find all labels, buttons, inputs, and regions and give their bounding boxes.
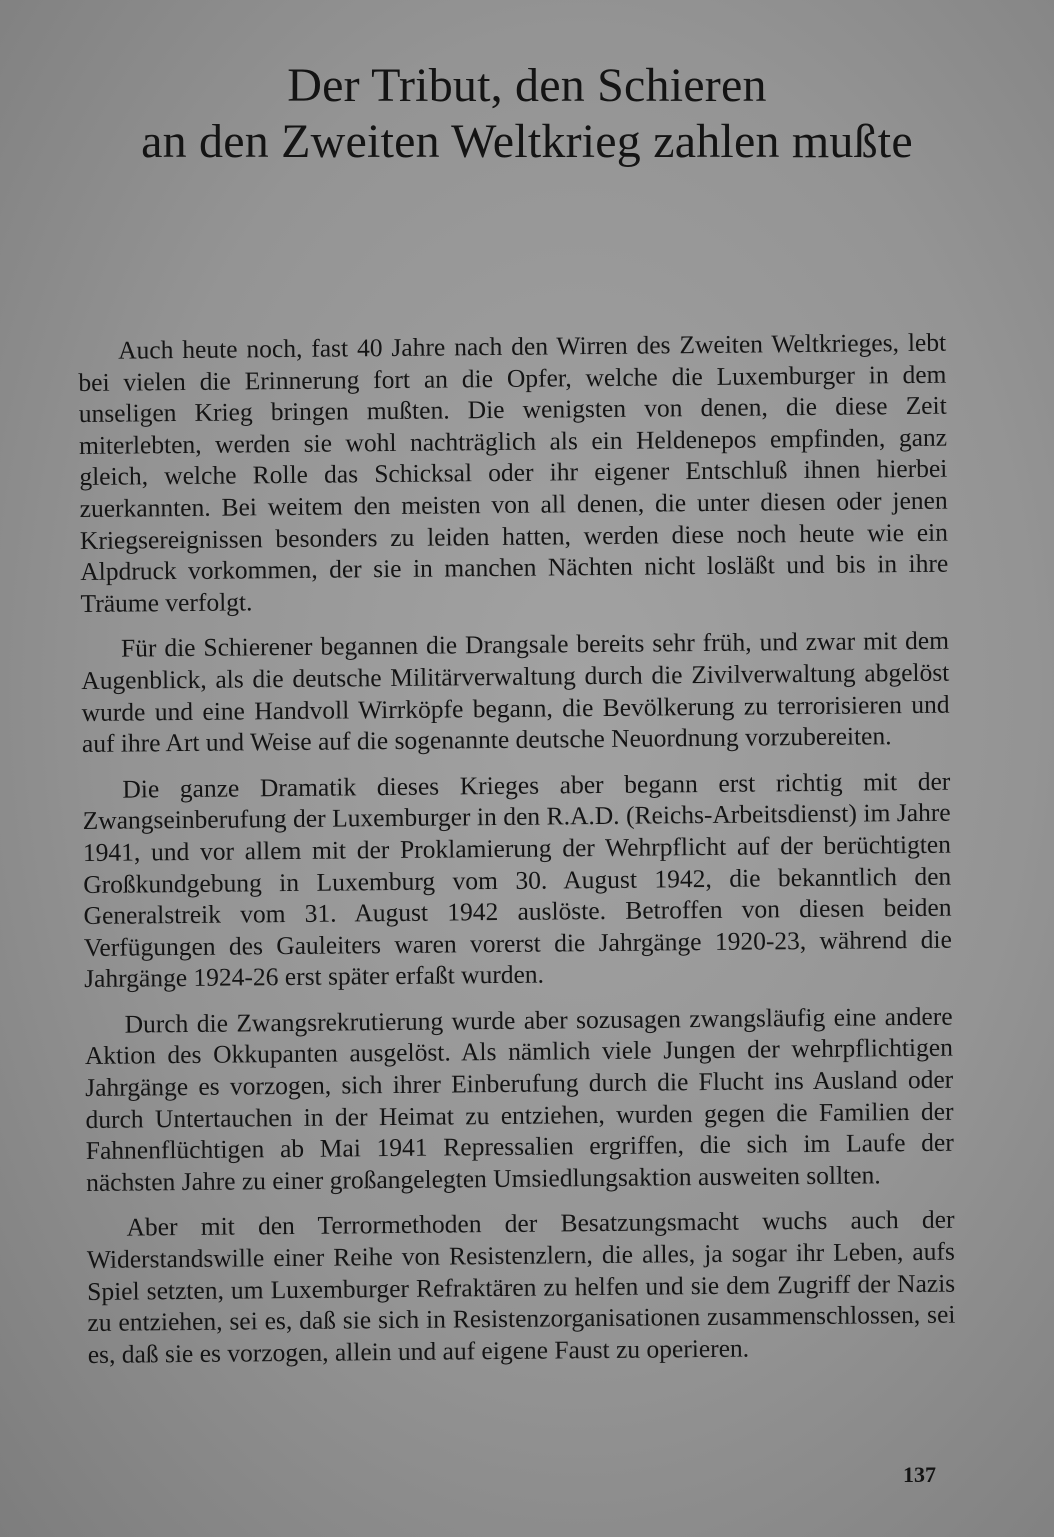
chapter-title	[0, 58, 1054, 170]
body-text	[78, 327, 956, 1385]
chapter-title-line-1: Der Tribut, den Schieren	[287, 59, 767, 112]
chapter-title-line-2: an den Zweiten Weltkrieg zahlen mußte	[141, 115, 913, 168]
paragraph-4: Durch die Zwangsrekrutierung wurde aber sozusagen zwangsläufig eine andere Aktion des Okkupanten ausgelöst. Als nämlich viele Jungen der wehrpflichtigen Jahrgänge es vorzogen, sich ihrer Einberufung durch die Flucht ins Ausland oder durch Untertauchen in der Heimat zu entziehen, wurden gegen die Familien der Fahnenflüchtigen ab Mai 1941 Repressalien ergriffen, die sich im Laufe der nächsten Jahre zu einer großangelegten Umsiedlungsaktion ausweiten sollten.	[84, 1001, 954, 1197]
paragraph-1: Auch heute noch, fast 40 Jahre nach den Wirren des Zweiten Weltkrieges, lebt bei vielen die Erinnerung fort an die Opfer, welche die Luxemburger in dem unseligen Krieg bringen mußten. Die wenigsten von denen, die diese Zeit miterlebten, werden sie wohl nachträglich als ein Heldenepos empfinden, ganz gleich, welche Rolle das Schicksal oder ihr eigener Entschluß ihnen hierbei zuerkannten. Bei weitem den meisten von all denen, die unter diesen oder jenen Kriegsereignissen besonders zu leiden hatten, werden diese noch heute wie ein Alpdruck vorkommen, der sie in manchen Nächten nicht losläßt und bis in ihre Träume verfolgt.	[78, 327, 949, 618]
page-number: 137	[903, 1462, 936, 1487]
paragraph-5: Aber mit den Terrormethoden der Besatzungsmacht wuchs auch der Widerstandswille einer Reihe von Resistenzlern, die alles, ja sogar ihr Leben, aufs Spiel setzten, um Luxemburger Refraktären zu helfen und sie dem Zugriff der Nazis zu entziehen, sei es, daß sie sich in Resistenzorganisationen zusammenschlossen, sei es, daß sie es vorzogen, allein und auf eigene Faust zu operieren.	[86, 1205, 956, 1369]
paragraph-2: Für die Schierener begannen die Drangsale bereits sehr früh, und zwar mit dem Augenblick, als die deutsche Militärverwaltung durch die Zivilverwaltung abgelöst wurde und eine Handvoll Wirrköpfe begann, die Bevölkerung zu terrorisieren und auf ihre Art und Weise auf die sogenannte deutsche Neuordnung vorzubereiten.	[81, 625, 950, 759]
paragraph-3: Die ganze Dramatik dieses Krieges aber begann erst richtig mit der Zwangseinberufung der Luxemburger in den R.A.D. (Reichs-Arbeitsdienst) im Jahre 1941, und vor allem mit der Proklamierung der Wehrpflicht auf der berüchtigten Großkundgebung in Luxemburg vom 30. August 1942, die bekanntlich den Generalstreik vom 31. August 1942 auslöste. Betroffen von diesen beiden Verfügungen des Gauleiters waren vorerst die Jahrgänge 1920-23, während die Jahrgänge 1924-26 erst später erfaßt wurden.	[82, 766, 952, 994]
